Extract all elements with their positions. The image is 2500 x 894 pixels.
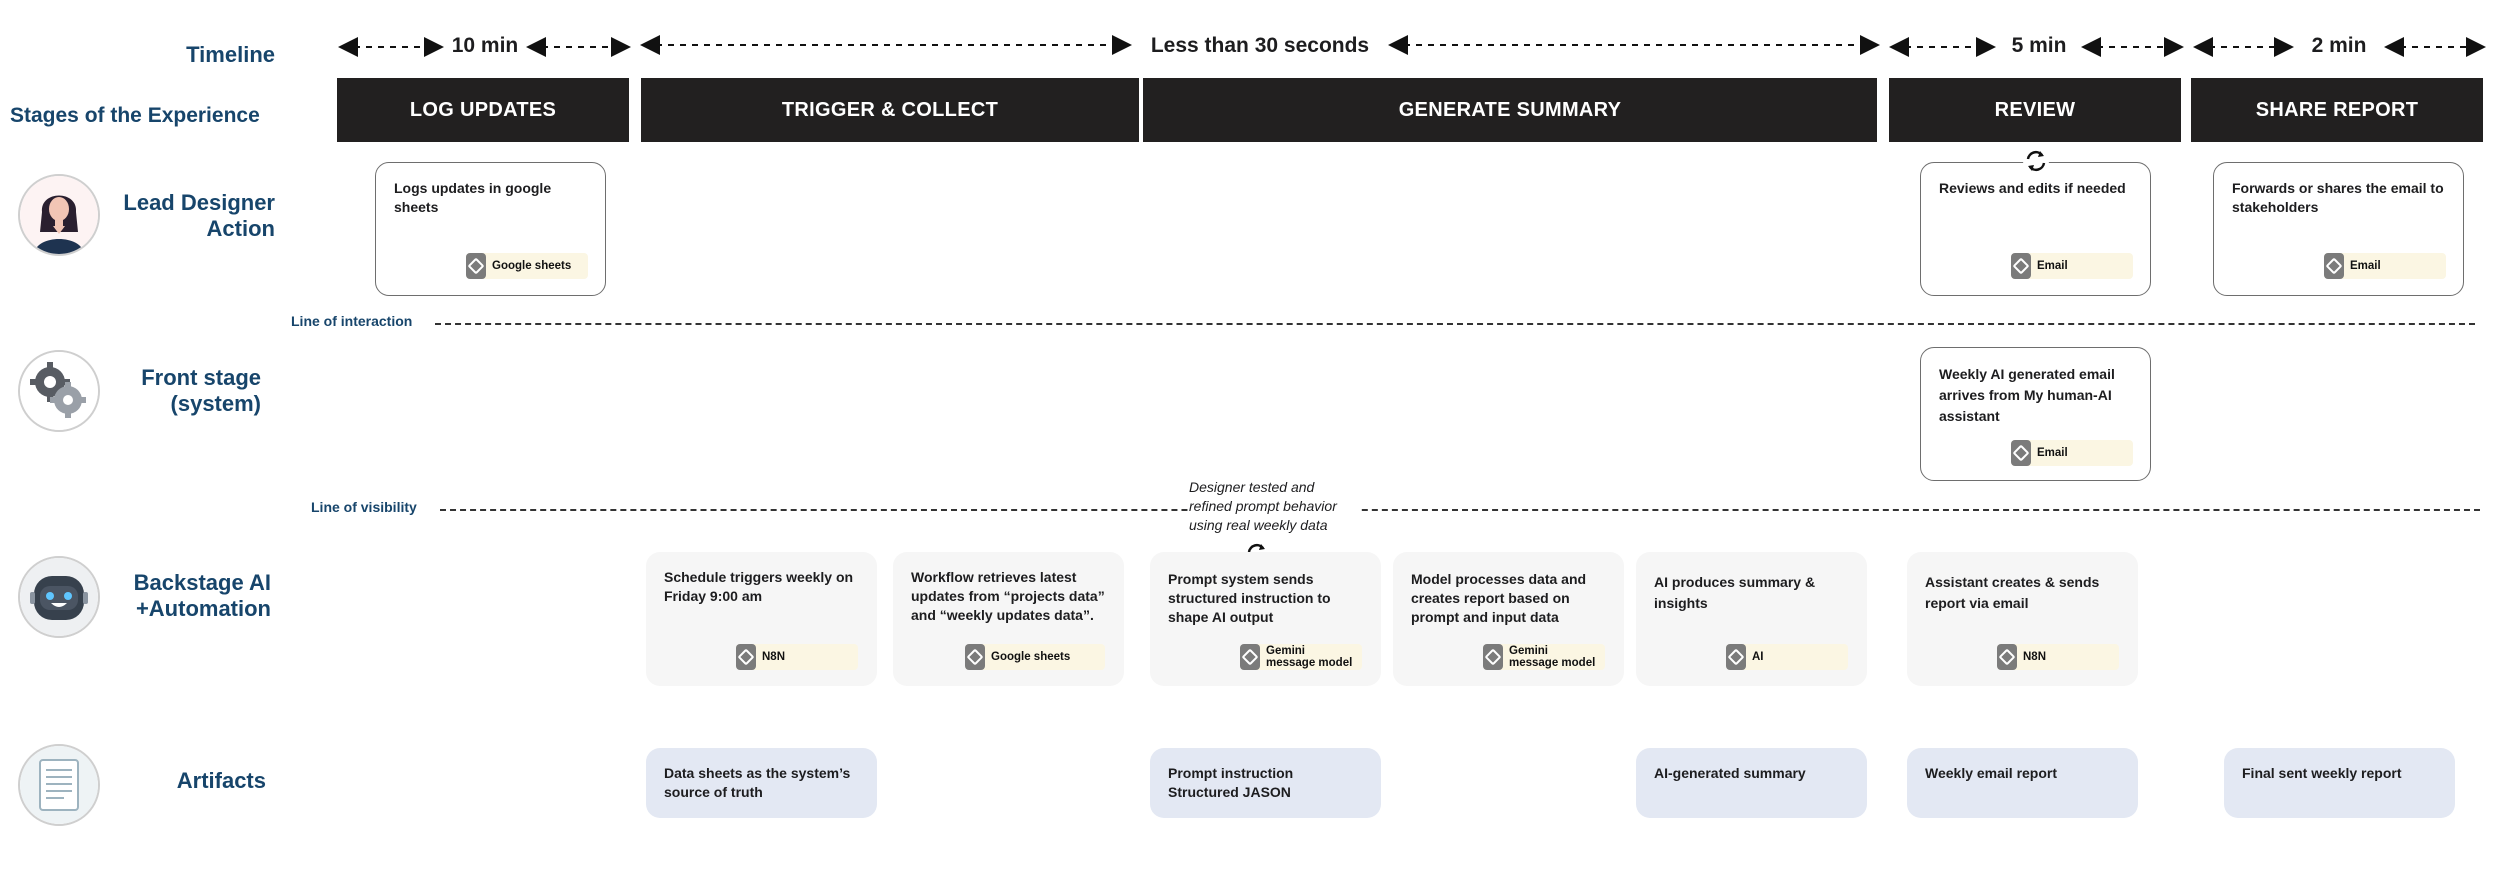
card-text: Assistant creates & sends report via email <box>1925 574 2100 611</box>
tool-chip <box>1240 644 1362 670</box>
line-of-interaction-label: Line of interaction <box>291 313 413 329</box>
tool-chip <box>2011 253 2133 279</box>
timeline-duration-log: 10 min <box>445 30 525 62</box>
cube-icon <box>2011 253 2031 279</box>
artifacts-row-label: Artifacts <box>176 768 266 793</box>
card-text: AI produces summary & insights <box>1654 574 1816 611</box>
line-of-visibility-label: Line of visibility <box>311 499 417 515</box>
line-of-interaction <box>435 323 2475 325</box>
tool-chip <box>1483 644 1605 670</box>
cube-icon <box>2011 440 2031 466</box>
card-text: Forwards or shares the email to stakeholders <box>2232 180 2444 215</box>
card-text: AI-generated summary <box>1654 765 1806 781</box>
card-text: Data sheets as the system’s source of truth <box>664 765 851 800</box>
artifact-card-final-report <box>2224 748 2455 818</box>
tool-label: Gemini message model <box>1266 645 1353 669</box>
stage-review: REVIEW <box>1889 78 2181 142</box>
cube-icon <box>2324 253 2344 279</box>
timeline-duration-generate: Less than 30 seconds <box>1135 30 1385 62</box>
artifact-card-prompt <box>1150 748 1381 818</box>
woman-avatar-icon <box>18 174 100 256</box>
stage-generate-summary: GENERATE SUMMARY <box>1143 78 1877 142</box>
timeline-row-label: Timeline <box>186 42 275 67</box>
gears-icon <box>18 350 100 432</box>
document-icon <box>18 744 100 826</box>
lead-card-log-updates <box>375 162 606 296</box>
tool-chip <box>2324 253 2446 279</box>
cube-icon <box>1726 644 1746 670</box>
card-text: Final sent weekly report <box>2242 765 2402 781</box>
card-text: Weekly AI generated email arrives from My human-AI assistant <box>1939 366 2115 424</box>
stages-row-label: Stages of the Experience <box>10 104 260 127</box>
tool-chip <box>1997 644 2119 670</box>
tool-label: AI <box>1752 651 1764 663</box>
backstage-card-summary <box>1636 552 1867 686</box>
tool-chip <box>1726 644 1848 670</box>
tool-label: Email <box>2350 260 2381 272</box>
tool-chip <box>736 644 858 670</box>
card-text: Schedule triggers weekly on Friday 9:00 am <box>664 569 854 604</box>
cube-icon <box>965 644 985 670</box>
artifact-card-email-report <box>1907 748 2138 818</box>
backstage-card-model <box>1393 552 1624 686</box>
backstage-card-prompt <box>1150 552 1381 686</box>
backstage-card-schedule <box>646 552 877 686</box>
tool-label: N8N <box>2023 651 2047 663</box>
tool-label: N8N <box>762 651 786 663</box>
stage-share-report: SHARE REPORT <box>2191 78 2483 142</box>
card-text: Prompt instruction Structured JASON <box>1168 765 1294 800</box>
tool-label: Email <box>2037 447 2068 459</box>
backstage-card-send <box>1907 552 2138 686</box>
robot-icon <box>18 556 100 638</box>
tool-label: Gemini message model <box>1509 645 1596 669</box>
tool-label: Google sheets <box>991 651 1071 663</box>
refresh-icon <box>2022 147 2050 175</box>
cube-icon <box>466 253 486 279</box>
timeline-duration-review: 5 min <box>1997 30 2081 62</box>
backstage-card-retrieve <box>893 552 1124 686</box>
card-text: Prompt system sends structured instruction to shape AI output <box>1168 571 1331 625</box>
artifact-card-summary <box>1636 748 1867 818</box>
cube-icon <box>736 644 756 670</box>
backstage-row-label: Backstage AI +Automation <box>133 570 271 621</box>
timeline-duration-share: 2 min <box>2295 30 2383 62</box>
line-of-visibility <box>440 509 2480 511</box>
tool-chip <box>466 253 588 279</box>
card-text: Reviews and edits if needed <box>1939 180 2126 196</box>
lead-designer-row-label: Lead Designer Action <box>123 190 275 241</box>
cube-icon <box>1483 644 1503 670</box>
stage-log-updates: LOG UPDATES <box>337 78 629 142</box>
stage-trigger-collect: TRIGGER & COLLECT <box>641 78 1139 142</box>
cube-icon <box>1997 644 2017 670</box>
artifact-card-data-sheets <box>646 748 877 818</box>
lead-card-review <box>1920 162 2151 296</box>
tool-chip <box>2011 440 2133 466</box>
card-text: Weekly email report <box>1925 765 2058 781</box>
tool-chip <box>965 644 1105 670</box>
front-card-email <box>1920 347 2151 481</box>
card-text: Workflow retrieves latest updates from “projects data” and “weekly updates data”. <box>911 569 1105 623</box>
front-stage-row-label: Front stage (system) <box>141 365 261 416</box>
tool-label: Email <box>2037 260 2068 272</box>
tool-label: Google sheets <box>492 260 572 272</box>
card-text: Model processes data and creates report based on prompt and input data <box>1411 571 1587 625</box>
cube-icon <box>1240 644 1260 670</box>
designer-note: Designer tested and refined prompt behavior using real weekly data <box>1189 478 1359 535</box>
card-text: Logs updates in google sheets <box>394 180 552 215</box>
lead-card-share <box>2213 162 2464 296</box>
